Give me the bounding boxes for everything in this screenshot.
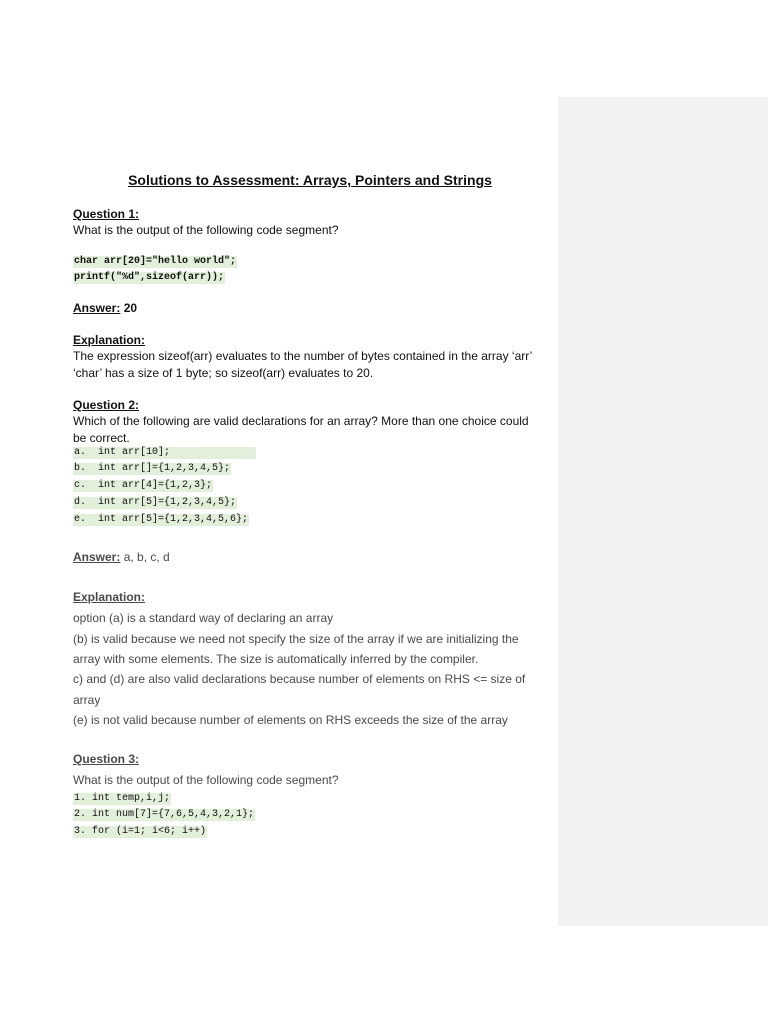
- option-e: e. int arr[5]={1,2,3,4,5,6};: [74, 514, 249, 525]
- question-1-explanation: The expression sizeof(arr) evaluates to the number of bytes contained in the array ‘arr’ ‘char’ has a size of 1 byte; so sizeof(arr) evaluates to 20.: [73, 349, 532, 380]
- question-1-code-line: printf("%d",sizeof(arr));: [74, 272, 225, 283]
- explanation-line: array: [73, 693, 101, 707]
- answer-label: Answer:: [73, 550, 121, 564]
- question-3-code-line: 2. int num[7]={7,6,5,4,3,2,1};: [74, 809, 255, 820]
- explanation-line: (e) is not valid because number of elements on RHS exceeds the size of the array: [73, 713, 508, 727]
- question-2-explanation-label: Explanation:: [73, 590, 146, 604]
- comment-margin-pane: [558, 97, 768, 926]
- explanation-line: (b) is valid because we need not specify the size of the array if we are initializing the: [73, 632, 519, 646]
- question-3-label: Question 3:: [73, 752, 140, 766]
- question-2-label: Question 2:: [73, 398, 140, 412]
- explanation-line: option (a) is a standard way of declaring an array: [73, 611, 334, 625]
- answer-value: a, b, c, d: [123, 550, 170, 564]
- question-1-code-line: char arr[20]="hello world";: [74, 256, 237, 267]
- question-1-text: What is the output of the following code segment?: [73, 223, 339, 237]
- option-a: a. int arr[10];: [73, 447, 256, 459]
- question-1-explanation-label: Explanation:: [73, 333, 146, 347]
- question-1-label: Question 1:: [73, 207, 140, 221]
- explanation-line: array with some elements. The size is automatically inferred by the compiler.: [73, 652, 479, 666]
- option-c: c. int arr[4]={1,2,3};: [74, 480, 213, 491]
- option-d: d. int arr[5]={1,2,3,4,5};: [74, 497, 237, 508]
- question-3-text: What is the output of the following code segment?: [73, 773, 339, 787]
- question-2-text: Which of the following are valid declarations for an array? More than one choice could be correct.: [73, 414, 529, 445]
- explanation-line: c) and (d) are also valid declarations because number of elements on RHS <= size of: [73, 672, 526, 686]
- question-2-answer: [73, 550, 170, 564]
- answer-label: Answer:: [73, 301, 121, 315]
- question-3-code-line: 1. int temp,i,j;: [74, 793, 171, 804]
- question-1-answer: [73, 301, 137, 315]
- option-b: b. int arr[]={1,2,3,4,5};: [74, 463, 231, 474]
- answer-value: 20: [123, 301, 138, 315]
- page-title: Solutions to Assessment: Arrays, Pointers and Strings: [128, 172, 492, 188]
- question-3-code-line: 3. for (i=1; i<6; i++): [74, 826, 207, 837]
